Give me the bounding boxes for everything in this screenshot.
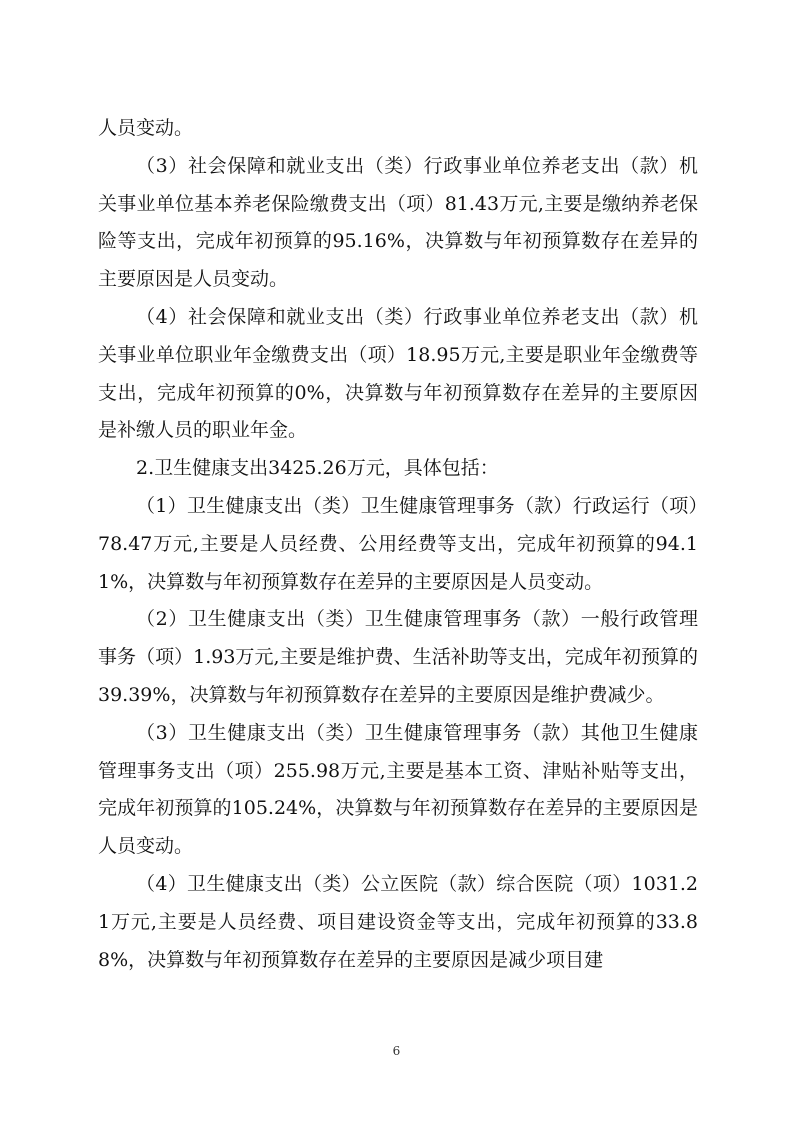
page-number: 6 [392,1044,401,1058]
paragraph-health-item-3: （3）卫生健康支出（类）卫生健康管理事务（款）其他卫生健康管理事务支出（项）255.98万元,主要是基本工资、津贴补贴等支出，完成年初预算的105.24%，决算数与年初预算数存在差异的主要原因是人员变动。 [98,721,698,858]
paragraph-health-item-4: （4）卫生健康支出（类）公立医院（款）综合医院（项）1031.21万元,主要是人员经费、项目建设资金等支出，完成年初预算的33.88%，决算数与年初预算数存在差异的主要原因是减少项目建 [98,872,698,971]
paragraph-item-3-pension-insurance: （3）社会保障和就业支出（类）行政事业单位养老支出（款）机关事业单位基本养老保险缴费支出（项）81.43万元,主要是缴纳养老保险等支出，完成年初预算的95.16%，决算数与年初预算数存在差异的主要原因是人员变动。 [98,154,698,291]
paragraph-continuation: 人员变动。 [98,117,194,139]
paragraph-item-4-occupational-annuity: （4）社会保障和就业支出（类）行政事业单位养老支出（款）机关事业单位职业年金缴费支出（项）18.95万元,主要是职业年金缴费等支出，完成年初预算的0%，决算数与年初预算数存在差异的主要原因是补缴人员的职业年金。 [98,305,698,442]
paragraph-health-item-1: （1）卫生健康支出（类）卫生健康管理事务（款）行政运行（项）78.47万元,主要是人员经费、公用经费等支出，完成年初预算的94.11%，决算数与年初预算数存在差异的主要原因是人员变动。 [98,494,698,593]
paragraph-health-item-2: （2）卫生健康支出（类）卫生健康管理事务（款）一般行政管理事务（项）1.93万元,主要是维护费、生活补助等支出，完成年初预算的39.39%，决算数与年初预算数存在差异的主要原因是维护费减少。 [98,608,698,706]
body-text [98,110,698,979]
paragraph-health-expenditure-heading: 2.卫生健康支出3425.26万元，具体包括： [136,457,499,480]
